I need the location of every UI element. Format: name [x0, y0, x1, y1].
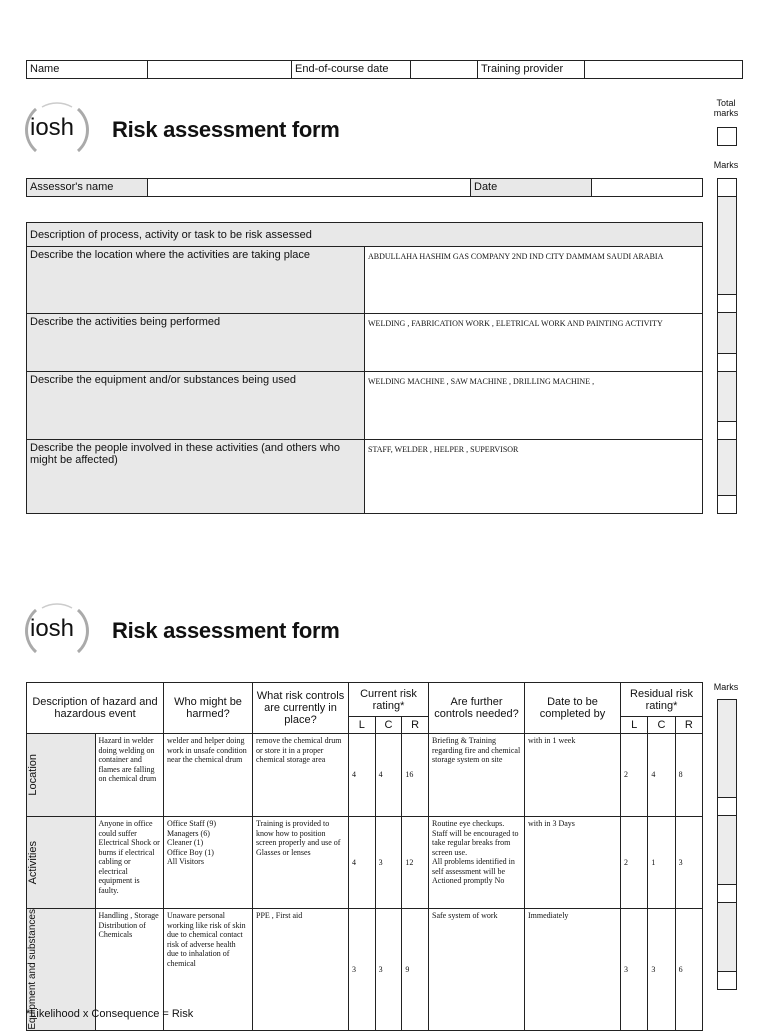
cur-c-cell[interactable]: 4 [375, 734, 402, 817]
header-current: Current risk rating* [349, 683, 429, 717]
hazard-cell[interactable]: Handling , Storage Distribution of Chemicals [95, 909, 164, 1031]
cur-r-cell[interactable]: 12 [402, 817, 429, 909]
description-label: Describe the equipment and/or substances being used [27, 372, 365, 440]
assessor-date-label: Date [471, 179, 592, 197]
marks-box[interactable] [717, 312, 737, 354]
section-label-equipment: Equipment and substances [27, 909, 38, 1030]
header-controls: What risk controls are currently in place? [253, 683, 349, 734]
res-r-cell[interactable]: 3 [675, 817, 702, 909]
controls-cell[interactable]: PPE , First aid [253, 909, 349, 1031]
header-cur-l: L [349, 717, 376, 734]
marks-box[interactable] [717, 902, 737, 972]
header-residual: Residual risk rating* [621, 683, 703, 717]
header-cur-r: R [402, 717, 429, 734]
provider-field[interactable] [585, 61, 743, 79]
marks-box[interactable] [717, 294, 737, 313]
marks-box[interactable] [717, 196, 737, 295]
res-c-cell[interactable]: 3 [648, 909, 675, 1031]
end-date-label: End-of-course date [292, 61, 411, 79]
marks-column-top [717, 178, 737, 514]
marks-box[interactable] [717, 178, 737, 197]
section-label [27, 817, 96, 909]
description-label: Describe the activities being performed [27, 314, 365, 372]
description-label: Describe the people involved in these activities (and others who might be affected) [27, 440, 365, 514]
res-c-cell[interactable]: 4 [648, 734, 675, 817]
cur-c-cell[interactable]: 3 [375, 817, 402, 909]
header-cur-c: C [375, 717, 402, 734]
who-cell[interactable]: Office Staff (9) Managers (6) Cleaner (1) Office Boy (1) All Visitors [164, 817, 253, 909]
res-l-cell[interactable]: 3 [621, 909, 648, 1031]
cur-l-cell[interactable]: 4 [349, 817, 376, 909]
header-date: Date to be completed by [525, 683, 621, 734]
marks-label: Marks [713, 682, 739, 692]
section-label-location: Location [27, 754, 39, 796]
further-cell[interactable]: Briefing & Training regarding fire and chemical storage system on site [429, 734, 525, 817]
marks-column-bottom [717, 699, 737, 990]
date-cell[interactable]: with in 1 week [525, 734, 621, 817]
hazard-cell[interactable]: Hazard in welder doing welding on container and flames are falling on chemical drum [95, 734, 164, 817]
marks-box[interactable] [717, 495, 737, 514]
marks-box[interactable] [717, 371, 737, 422]
assessor-name-label: Assessor's name [27, 179, 148, 197]
logo-text: iosh [30, 615, 75, 642]
cur-r-cell[interactable]: 9 [402, 909, 429, 1031]
controls-cell[interactable]: remove the chemical drum or store it in a proper chemical storage area [253, 734, 349, 817]
name-field[interactable] [148, 61, 292, 79]
hazard-cell[interactable]: Anyone in office could suffer Electrical Shock or burns if electrical cabling or electrical equipment is faulty. [95, 817, 164, 909]
res-r-cell[interactable]: 8 [675, 734, 702, 817]
total-marks-label: Total marks [713, 98, 739, 118]
description-table [26, 222, 703, 514]
res-l-cell[interactable]: 2 [621, 817, 648, 909]
marks-box[interactable] [717, 797, 737, 816]
marks-box[interactable] [717, 884, 737, 903]
section-label-activities: Activities [27, 840, 39, 885]
marks-box[interactable] [717, 815, 737, 885]
form-title: Risk assessment form [112, 117, 340, 142]
cur-c-cell[interactable]: 3 [375, 909, 402, 1031]
assessor-row [26, 178, 703, 197]
header-further: Are further controls needed? [429, 683, 525, 734]
who-cell[interactable]: Unaware personal working like risk of skin due to chemical contact risk of adverse health due to inhalation of chemical [164, 909, 253, 1031]
marks-box[interactable] [717, 421, 737, 440]
section-label [27, 734, 96, 817]
date-cell[interactable]: with in 3 Days [525, 817, 621, 909]
further-cell[interactable]: Routine eye checkups. Staff will be encouraged to take regular breaks from screen use. All problems identified in self assessment will be Actioned promptly No [429, 817, 525, 909]
who-cell[interactable]: welder and helper doing work in unsafe condition near the chemical drum [164, 734, 253, 817]
description-heading: Description of process, activity or task to be risk assessed [27, 223, 703, 247]
header-fields-row [26, 60, 743, 79]
header-res-r: R [675, 717, 702, 734]
description-value[interactable]: STAFF, WELDER , HELPER , SUPERVISOR [365, 440, 703, 514]
description-value[interactable]: ABDULLAHA HASHIM GAS COMPANY 2ND IND CITY DAMMAM SAUDI ARABIA [365, 247, 703, 314]
marks-box[interactable] [717, 971, 737, 990]
assessor-name-field[interactable] [148, 179, 471, 197]
date-cell[interactable]: Immediately [525, 909, 621, 1031]
marks-box[interactable] [717, 353, 737, 372]
marks-box[interactable] [717, 439, 737, 496]
description-label: Describe the location where the activities are taking place [27, 247, 365, 314]
res-r-cell[interactable]: 6 [675, 909, 702, 1031]
marks-box[interactable] [717, 699, 737, 798]
name-label: Name [27, 61, 148, 79]
form-title: Risk assessment form [112, 618, 340, 643]
assessor-date-field[interactable] [592, 179, 703, 197]
controls-cell[interactable]: Training is provided to know how to position screen properly and use of Glasses or lenses [253, 817, 349, 909]
risk-table [26, 682, 703, 1031]
res-l-cell[interactable]: 2 [621, 734, 648, 817]
end-date-field[interactable] [411, 61, 478, 79]
header-hazard: Description of hazard and hazardous event [27, 683, 164, 734]
cur-r-cell[interactable]: 16 [402, 734, 429, 817]
cur-l-cell[interactable]: 3 [349, 909, 376, 1031]
header-res-c: C [648, 717, 675, 734]
description-value[interactable]: WELDING MACHINE , SAW MACHINE , DRILLING MACHINE , [365, 372, 703, 440]
cur-l-cell[interactable]: 4 [349, 734, 376, 817]
logo-text: iosh [30, 114, 75, 141]
footnote: *Likelihood x Consequence = Risk [26, 1008, 194, 1020]
header-who: Who might be harmed? [164, 683, 253, 734]
header-res-l: L [621, 717, 648, 734]
total-marks-box[interactable] [717, 127, 737, 146]
further-cell[interactable]: Safe system of work [429, 909, 525, 1031]
description-value[interactable]: WELDING , FABRICATION WORK , ELETRICAL WORK AND PAINTING ACTIVITY [365, 314, 703, 372]
provider-label: Training provider [478, 61, 585, 79]
marks-label: Marks [713, 160, 739, 170]
res-c-cell[interactable]: 1 [648, 817, 675, 909]
